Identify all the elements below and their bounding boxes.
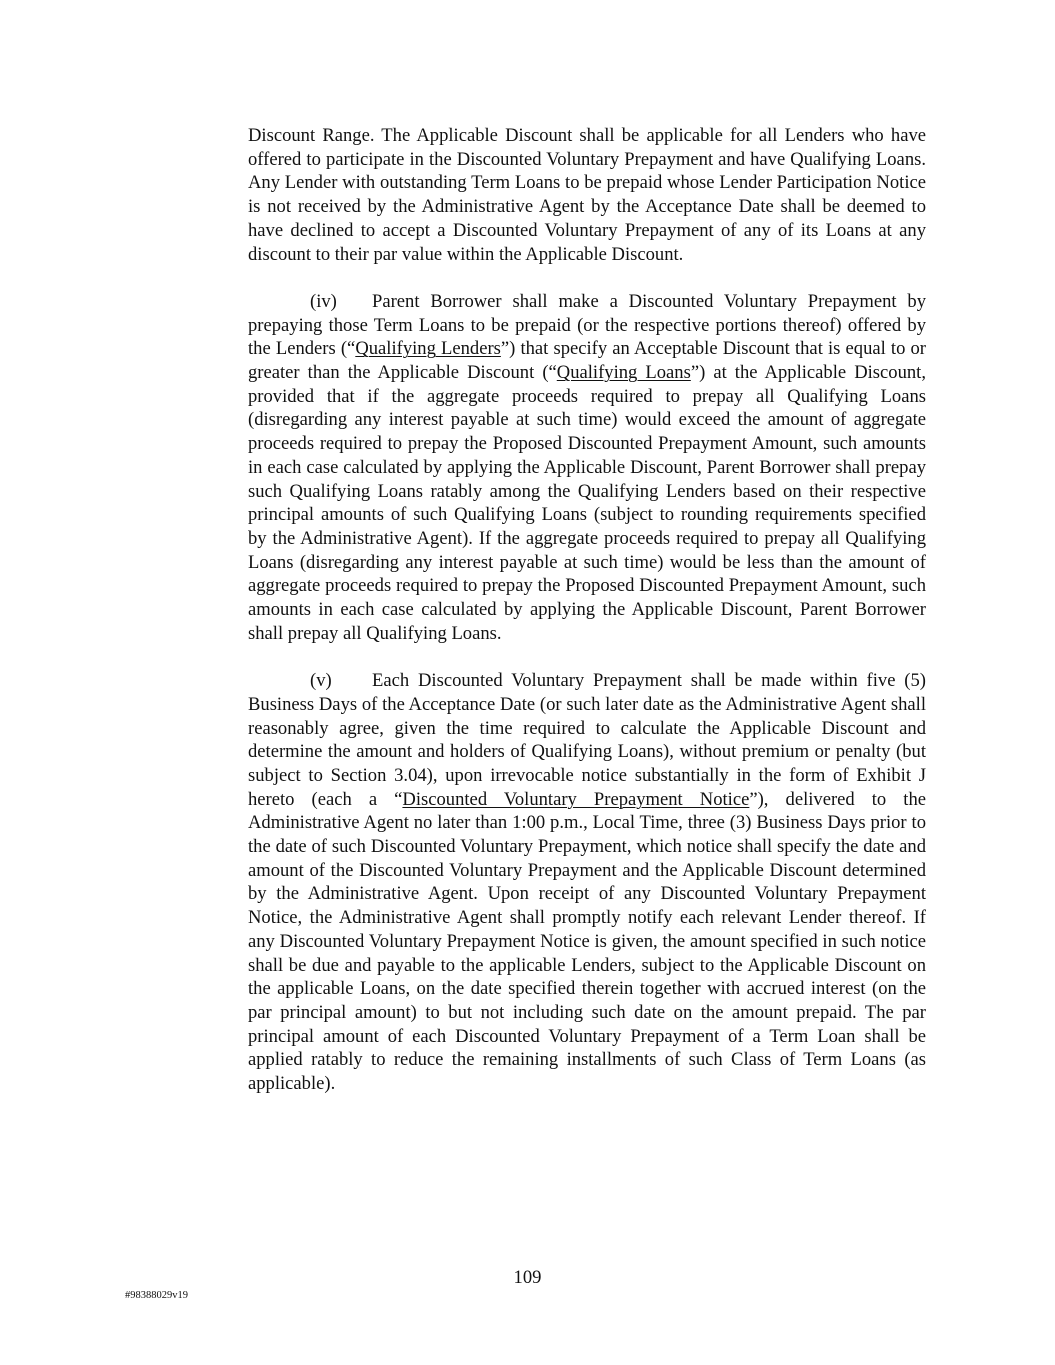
page-number: 109 bbox=[513, 1267, 542, 1288]
paragraph-text: ”) that specify an Acceptable Discount that is equal to or greater than the Applicable Discount (“ bbox=[248, 338, 926, 384]
paragraph-v bbox=[248, 669, 926, 1096]
document-id: #98388029v19 bbox=[125, 1290, 188, 1301]
defined-term-qualifying-lenders: Qualifying Lenders bbox=[355, 338, 501, 360]
paragraph-discount-range-continuation bbox=[248, 124, 926, 266]
defined-term-discounted-voluntary-prepayment-notice: Discounted Voluntary Prepayment Notice bbox=[402, 788, 750, 810]
paragraph-text: ”) at the Applicable Discount, provided that if the aggregate proceeds required to prepay all Qualifying Loans (disregarding any interest payable at such time) would exceed the amount of aggregate proceeds required to prepay the Proposed Discounted Prepayment Amount, such amounts in each case calculated by applying the Applicable Discount, Parent Borrower shall prepay such Qualifying Loans ratably among the Qualifying Lenders based on their respective principal amounts of such Qualifying Loans (subject to rounding requirements specified by the Administrative Agent). If the aggregate proceeds required to prepay all Qualifying Loans (disregarding any interest payable at such time) would be less than the amount of aggregate proceeds required to prepay the Proposed Discounted Prepayment Amount, such amounts in each case calculated by applying the Applicable Discount, Parent Borrower shall prepay all Qualifying Loans. bbox=[248, 362, 926, 644]
paragraph-text: Parent Borrower shall make a Discounted Voluntary Prepayment by prepaying those Term Loans to be prepaid (or the respective portions thereof) offered by the Lenders (“ bbox=[248, 290, 926, 360]
paragraph-text: Discount Range. The Applicable Discount shall be applicable for all Lenders who have offered to participate in the Discounted Voluntary Prepayment and have Qualifying Loans. Any Lender with outstanding Term Loans to be prepaid whose Lender Participation Notice is not received by the Administrative Agent by the Acceptance Date shall be deemed to have declined to accept a Discounted Voluntary Prepayment of any of its Loans at any discount to their par value within the Applicable Discount. bbox=[248, 125, 926, 265]
paragraph-text: ”), delivered to the Administrative Agent no later than 1:00 p.m., Local Time, three (3) Business Days prior to the date of such Discounted Voluntary Prepayment, which notice shall specify the date and amount of the Discounted Voluntary Prepayment and the Applicable Discount determined by the Administrative Agent. Upon receipt of any Discounted Voluntary Prepayment Notice, the Administrative Agent shall promptly notify each relevant Lender thereof. If any Discounted Voluntary Prepayment Notice is given, the amount specified in such notice shall be due and payable to the applicable Lenders, subject to the Applicable Discount on the applicable Loans, on the date specified therein together with accrued interest (on the par principal amount) to but not including such date on the amount prepaid. The par principal amount of each Discounted Voluntary Prepayment of a Term Loan shall be applied ratably to reduce the remaining installments of such Class of Term Loans (as applicable). bbox=[248, 788, 927, 1095]
defined-term-qualifying-loans: Qualifying Loans bbox=[556, 362, 691, 384]
document-body bbox=[248, 124, 926, 1096]
paragraph-iv bbox=[248, 290, 926, 646]
paragraph-number: (iv) bbox=[310, 290, 337, 312]
paragraph-number: (v) bbox=[310, 670, 332, 692]
paragraph-text: Each Discounted Voluntary Prepayment shall be made within five (5) Business Days of the Acceptance Date (or such later date as the Administrative Agent shall reasonably agree, given the time required to calculate the Applicable Discount and determine the amount and holders of Qualifying Loans), without premium or penalty (but subject to Section 3.04), upon irrevocable notice substantially in the form of Exhibit J hereto (each a “ bbox=[248, 670, 926, 810]
